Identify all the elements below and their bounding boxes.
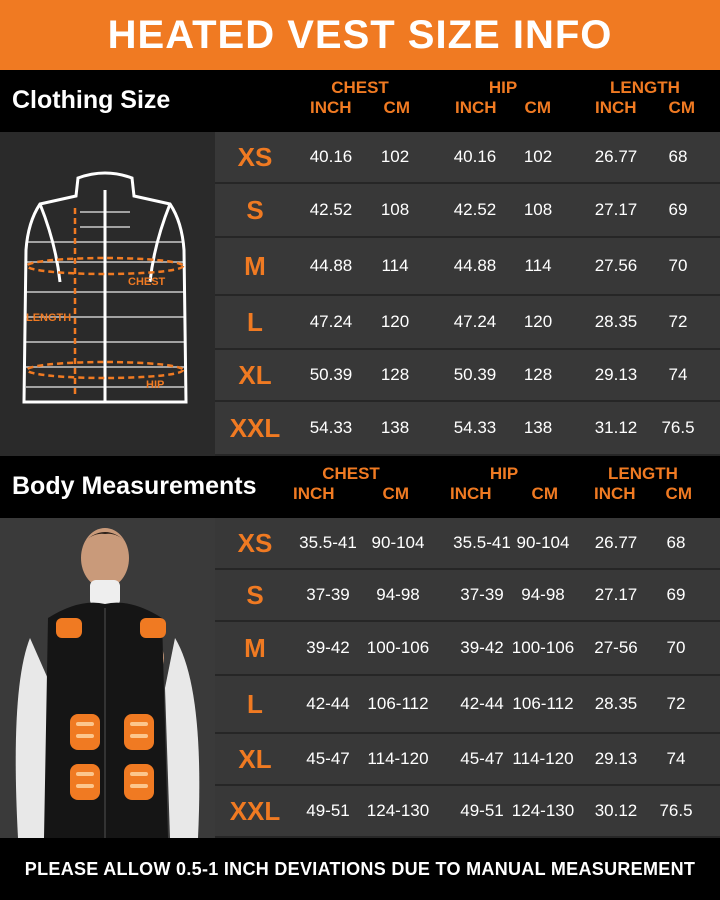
- hip-label: HIP: [488, 78, 518, 97]
- chest-label: CHEST: [322, 464, 380, 483]
- body-chest-header: [293, 464, 409, 504]
- cell-len-in: 28.35: [594, 312, 638, 331]
- cell-len-cm: 68: [668, 147, 688, 166]
- cell-chest-cm: 94-98: [376, 585, 420, 604]
- size-label: L: [247, 688, 263, 719]
- footer-note: [0, 838, 720, 900]
- cell-hip-cm: 120: [523, 312, 553, 331]
- clothing-length-header: [595, 78, 695, 118]
- cell-hip-cm: 106-112: [512, 694, 574, 713]
- cell-hip-in: 45-47: [460, 749, 504, 768]
- cell-hip-in: 49-51: [460, 801, 504, 820]
- cell-hip-in: 42-44: [460, 694, 504, 713]
- cell-hip-cm: 100-106: [511, 638, 575, 657]
- cell-chest-in: 54.33: [309, 418, 353, 437]
- diagram-length-label: LENGTH: [26, 312, 72, 324]
- model-photo: [0, 518, 215, 838]
- body-hip-header: [450, 464, 558, 504]
- cell-len-cm: 76.5: [659, 801, 693, 820]
- length-label: LENGTH: [608, 464, 678, 483]
- length-label: LENGTH: [610, 78, 680, 97]
- cell-hip-cm: 94-98: [521, 585, 565, 604]
- inch-label: INCH: [310, 98, 352, 117]
- cell-len-in: 27.17: [594, 200, 638, 219]
- cell-len-in: 26.77: [594, 533, 638, 552]
- cell-len-in: 27.17: [594, 585, 638, 604]
- cell-len-in: 29.13: [594, 365, 638, 384]
- cell-hip-in: 54.33: [453, 418, 497, 437]
- inch-label: INCH: [450, 484, 492, 503]
- cell-chest-in: 50.39: [309, 365, 353, 384]
- table-row: [215, 238, 720, 296]
- cell-len-cm: 70: [668, 256, 688, 275]
- cell-len-cm: 74: [666, 749, 686, 768]
- cell-chest-in: 35.5-41: [299, 533, 357, 552]
- cell-chest-in: 47.24: [309, 312, 353, 331]
- cell-chest-cm: 114: [381, 256, 409, 275]
- cm-label: CM: [665, 484, 692, 503]
- size-label: S: [246, 579, 264, 610]
- table-row: [215, 570, 720, 622]
- cell-chest-cm: 128: [380, 365, 410, 384]
- inch-label: INCH: [594, 484, 636, 503]
- table-row: [215, 296, 720, 350]
- cell-len-in: 27-56: [594, 638, 638, 657]
- clothing-chest-header: [310, 78, 410, 118]
- cell-chest-in: 49-51: [306, 801, 350, 820]
- vest-outline-icon: [0, 132, 215, 456]
- cell-chest-in: 40.16: [309, 147, 353, 166]
- size-label: XL: [238, 743, 272, 774]
- size-label: M: [244, 250, 266, 281]
- page-title: HEATED VEST SIZE INFO: [107, 12, 613, 57]
- table-row: [215, 132, 720, 184]
- diagram-hip-label: HIP: [146, 379, 165, 391]
- cell-chest-cm: 138: [380, 418, 410, 437]
- cm-label: CM: [531, 484, 558, 503]
- size-label: XS: [237, 141, 273, 172]
- table-row: [215, 350, 720, 402]
- cell-len-cm: 76.5: [661, 418, 695, 437]
- table-row: [215, 184, 720, 238]
- cell-len-cm: 68: [666, 533, 686, 552]
- size-label: S: [246, 194, 264, 225]
- cell-hip-in: 47.24: [453, 312, 497, 331]
- size-label: XXL: [229, 795, 281, 826]
- cell-chest-in: 37-39: [306, 585, 350, 604]
- vest-diagram: [0, 132, 215, 456]
- cm-label: CM: [382, 484, 409, 503]
- cell-hip-cm: 128: [523, 365, 553, 384]
- cell-len-in: 26.77: [594, 147, 638, 166]
- clothing-size-table: [0, 132, 720, 456]
- hip-label: HIP: [489, 464, 519, 483]
- cell-hip-cm: 138: [523, 418, 553, 437]
- cell-len-cm: 72: [666, 694, 686, 713]
- cell-chest-cm: 100-106: [366, 638, 430, 657]
- cell-len-in: 31.12: [594, 418, 638, 437]
- inch-label: INCH: [293, 484, 335, 503]
- cell-chest-in: 39-42: [306, 638, 350, 657]
- cell-hip-cm: 102: [523, 147, 553, 166]
- clothing-size-title: Clothing Size: [12, 86, 171, 114]
- cell-len-cm: 70: [666, 638, 686, 657]
- cell-len-in: 29.13: [594, 749, 638, 768]
- body-length-header: [594, 464, 692, 504]
- body-rows: [215, 518, 720, 838]
- body-measurements-table: [0, 518, 720, 838]
- cell-chest-cm: 106-112: [367, 694, 429, 713]
- diagram-chest-label: CHEST: [128, 276, 166, 288]
- cm-label: CM: [383, 98, 410, 117]
- cm-label: CM: [524, 98, 551, 117]
- cell-chest-cm: 114-120: [367, 749, 429, 768]
- cell-chest-in: 42.52: [309, 200, 353, 219]
- cell-hip-cm: 114: [524, 256, 552, 275]
- cell-hip-cm: 114-120: [512, 749, 574, 768]
- clothing-hip-header: [455, 78, 551, 118]
- cell-len-cm: 74: [668, 365, 688, 384]
- body-measurements-title: Body Measurements: [12, 472, 257, 500]
- cell-chest-cm: 90-104: [371, 533, 425, 552]
- cell-hip-in: 42.52: [453, 200, 497, 219]
- cell-hip-in: 35.5-41: [453, 533, 511, 552]
- cell-hip-in: 39-42: [460, 638, 504, 657]
- model-wearing-vest-icon: [0, 518, 215, 838]
- cell-len-in: 28.35: [594, 694, 638, 713]
- cell-hip-in: 50.39: [453, 365, 497, 384]
- table-row: [215, 622, 720, 676]
- size-label: XL: [238, 359, 272, 390]
- table-row: [215, 518, 720, 570]
- deviation-note: PLEASE ALLOW 0.5-1 INCH DEVIATIONS DUE TO MANUAL MEASUREMENT: [24, 858, 696, 879]
- cell-len-cm: 69: [666, 585, 686, 604]
- cell-hip-cm: 108: [523, 200, 553, 219]
- body-measurements-header: [0, 456, 720, 518]
- size-label: XXL: [229, 412, 281, 443]
- cell-chest-in: 45-47: [306, 749, 350, 768]
- inch-label: INCH: [595, 98, 637, 117]
- cell-chest-cm: 120: [380, 312, 410, 331]
- cell-len-in: 30.12: [594, 801, 638, 820]
- table-row: [215, 676, 720, 734]
- chest-label: CHEST: [331, 78, 389, 97]
- cm-label: CM: [668, 98, 695, 117]
- table-row: [215, 734, 720, 786]
- cell-chest-in: 44.88: [309, 256, 353, 275]
- cell-hip-cm: 90-104: [516, 533, 570, 552]
- size-label: XS: [237, 527, 273, 558]
- cell-chest-cm: 124-130: [366, 801, 430, 820]
- cell-chest-in: 42-44: [306, 694, 350, 713]
- cell-hip-in: 37-39: [460, 585, 504, 604]
- table-row: [215, 786, 720, 838]
- table-row: [215, 402, 720, 456]
- cell-hip-in: 44.88: [453, 256, 497, 275]
- cell-len-in: 27.56: [594, 256, 638, 275]
- cell-len-cm: 72: [668, 312, 688, 331]
- cell-hip-cm: 124-130: [511, 801, 575, 820]
- cell-chest-cm: 102: [380, 147, 410, 166]
- cell-len-cm: 69: [668, 200, 688, 219]
- size-label: M: [244, 632, 266, 663]
- clothing-size-header: [0, 70, 720, 132]
- cell-hip-in: 40.16: [453, 147, 497, 166]
- inch-label: INCH: [455, 98, 497, 117]
- clothing-rows: [215, 132, 720, 456]
- cell-chest-cm: 108: [380, 200, 410, 219]
- size-label: L: [247, 306, 263, 337]
- title-banner: [0, 0, 720, 70]
